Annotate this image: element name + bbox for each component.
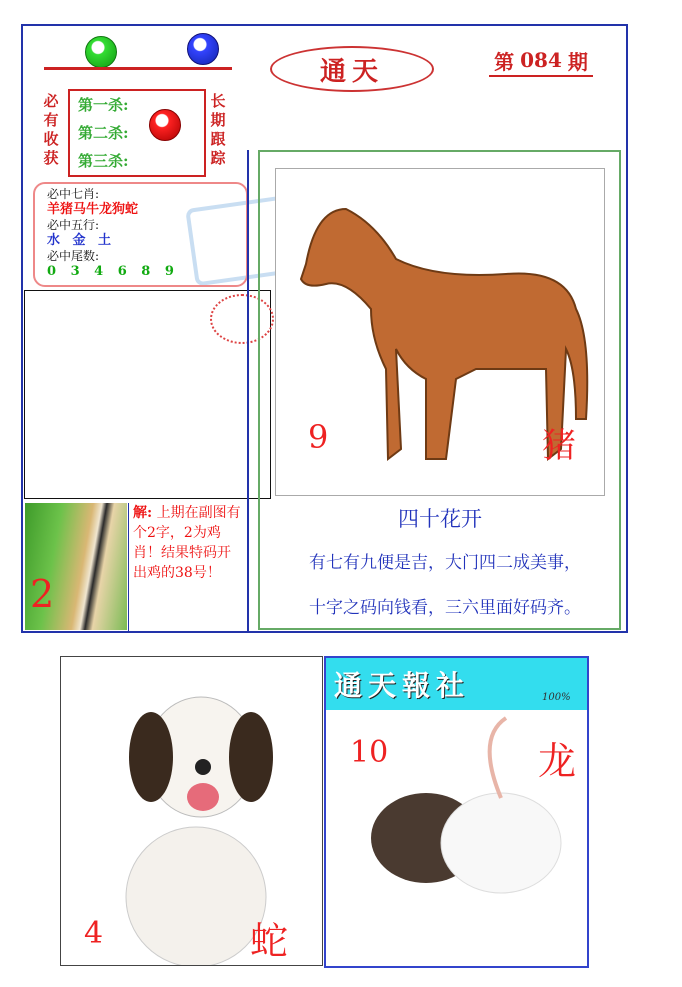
zodiac-value: 羊猪马牛龙狗蛇 [47,202,139,217]
percent-label: 100% [542,692,571,703]
rat-banner-extension [494,658,587,710]
red-ball-icon [149,109,181,141]
tail-label: 必中尾数: [47,249,100,263]
dog-number: 4 [84,916,104,951]
issue-number [489,45,593,77]
rat-zodiac: 龙 [538,739,577,783]
dog-ear-right [229,712,273,802]
rat-banner: 通天報社 [326,658,494,710]
right-vertical-text [209,92,227,168]
dog-ear-left [129,712,173,802]
rat-number: 10 [350,735,389,770]
explanation [128,503,248,631]
horse-number: 9 [308,418,329,456]
tail-value: 0 3 4 6 8 9 [47,264,179,279]
red-rule [44,67,232,70]
title-oval: 通天 [270,46,434,92]
green-ball-icon [85,36,117,68]
left-char: 有 [43,111,59,129]
left-char: 必 [43,92,59,110]
kill-2: 第二杀: [78,124,129,142]
left-char: 获 [43,149,59,167]
issue-suffix: 期 [567,49,588,74]
dog-zodiac: 蛇 [250,919,289,963]
right-char: 跟 [210,130,226,148]
poem-line-1: 有七有九便是吉，大门四二成美事， [309,553,581,573]
vertical-divider [247,150,249,633]
dog-tongue [187,783,219,811]
right-char: 期 [210,111,226,129]
left-vertical-text [42,92,60,168]
kill-3: 第三杀: [78,152,129,170]
element-label: 必中五行: [47,218,100,232]
horse-zodiac: 猪 [542,426,576,466]
right-char: 踪 [210,149,226,167]
zodiac-label: 必中七肖: [47,187,100,201]
left-char: 收 [43,130,59,148]
explanation-lead: 解: [133,505,153,521]
dog-nose [195,759,211,775]
rat-tail [490,718,506,798]
issue-prefix: 第 [494,49,515,74]
tiger-number: 2 [30,572,55,616]
explanation-body: 上期在副图有个2字，2为鸡肖！结果特码开出鸡的38号！ [133,505,241,581]
dog-body [126,827,266,965]
kill-1: 第一杀: [78,96,129,114]
horse-caption: 四十花开 [398,507,482,531]
kill-box [68,89,206,177]
white-rat [441,793,561,893]
poem-line-2: 十字之码向钱看，三六里面好码齐。 [309,598,581,618]
prediction-box [33,182,248,287]
issue-value: 084 [520,48,562,72]
right-char: 长 [210,92,226,110]
blue-ball-icon [187,33,219,65]
element-value: 水 金 土 [47,233,116,248]
